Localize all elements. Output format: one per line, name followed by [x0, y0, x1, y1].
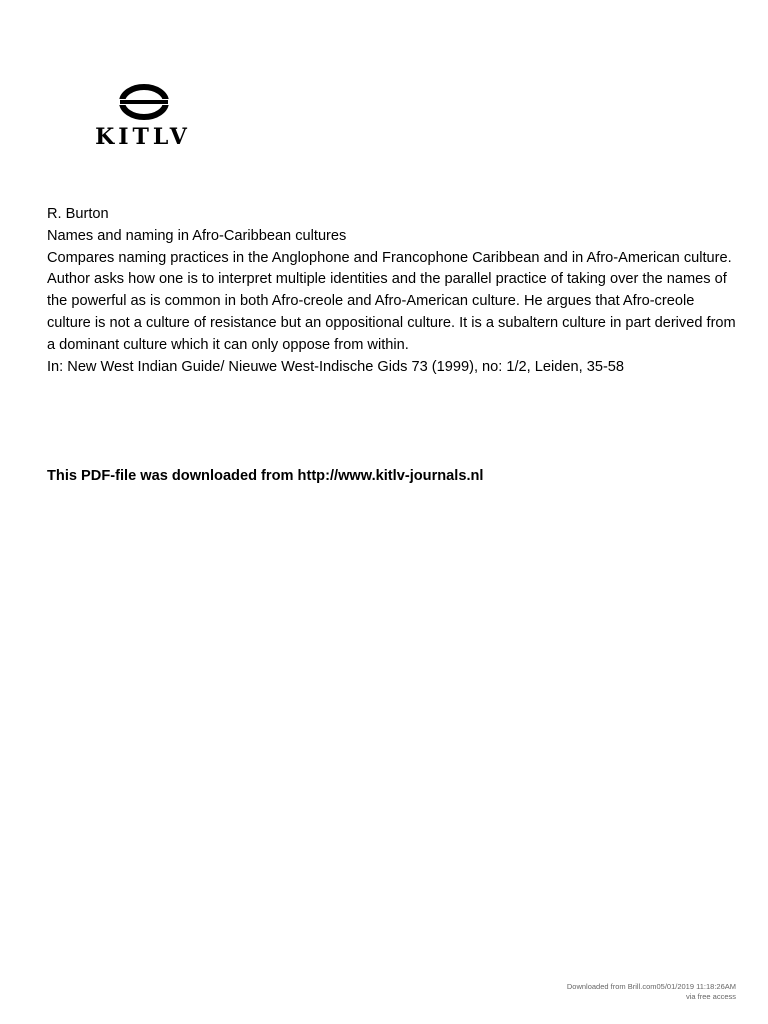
- kitlv-logo: [88, 84, 198, 154]
- article-citation: In: New West Indian Guide/ Nieuwe West-Indische Gids 73 (1999), no: 1/2, Leiden, 35-58: [47, 358, 625, 375]
- logo-wordmark: KITLV: [95, 124, 191, 150]
- access-note: via free access: [685, 992, 736, 1001]
- bibliographic-record: [47, 204, 737, 378]
- download-footer: [567, 982, 736, 1002]
- download-source-note: This PDF-file was downloaded from http://www.kitlv-journals.nl: [47, 468, 484, 484]
- article-abstract: Compares naming practices in the Anglophone and Francophone Caribbean and in Afro-American culture. Author asks how one is to interpret multiple identities and the parallel practice of taking over the names of the powerful as is common in both Afro-creole and Afro-American culture. He argues that Afro-creole culture is not a culture of resistance but an oppositional culture. It is a subaltern culture in part derived from a dominant culture which it can only oppose from within.: [47, 249, 736, 353]
- download-timestamp: Downloaded from Brill.com05/01/2019 11:18:26AM: [566, 982, 736, 991]
- article-title: Names and naming in Afro-Caribbean cultures: [47, 227, 347, 244]
- kitlv-emblem-icon: [116, 84, 172, 120]
- author-name: R. Burton: [47, 206, 109, 222]
